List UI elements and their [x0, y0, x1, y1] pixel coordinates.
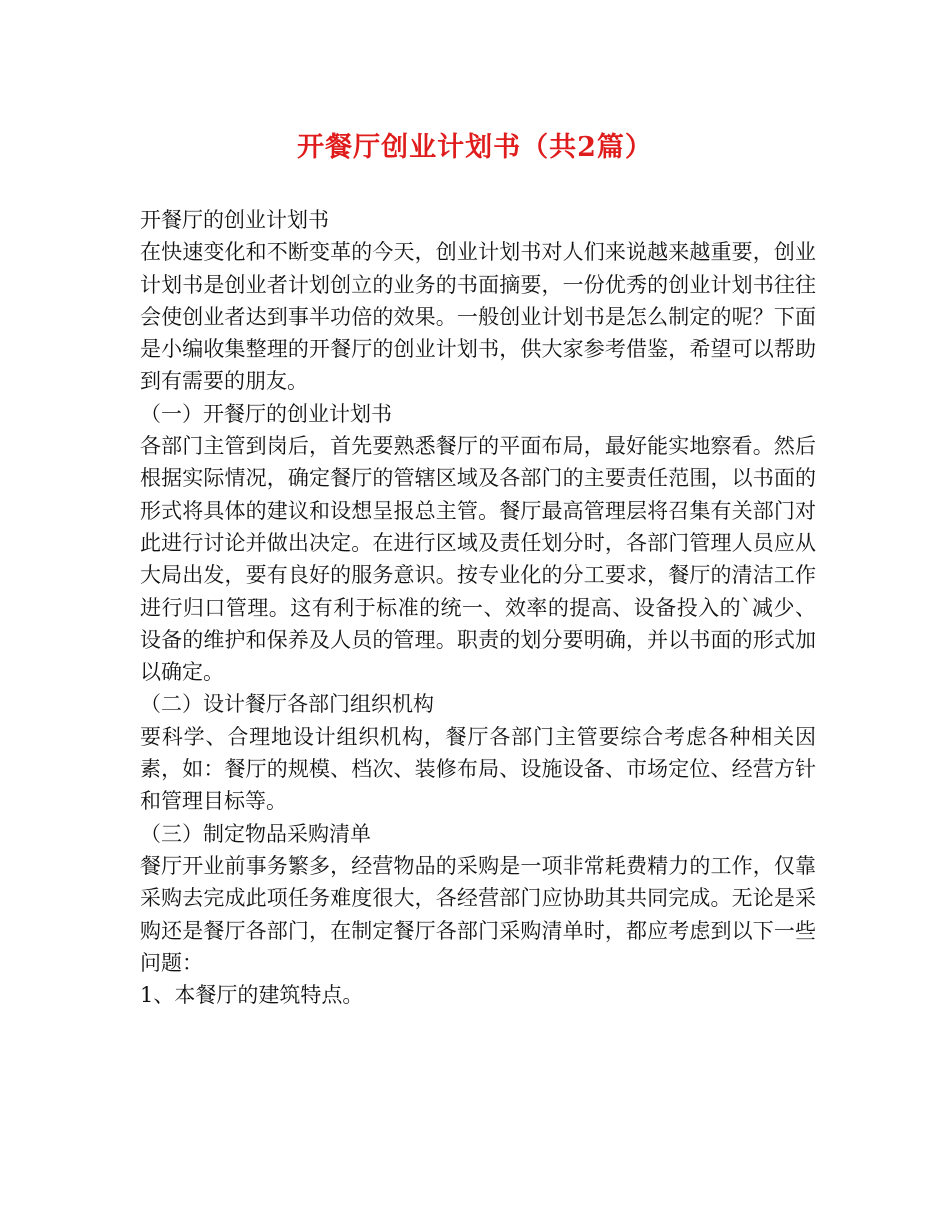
- body-paragraph: 要科学、合理地设计组织机构，餐厅各部门主管要综合考虑各种相关因素，如：餐厅的规模、档次、装修布局、设施设备、市场定位、经营方针和管理目标等。: [140, 724, 816, 814]
- section-heading: （一）开餐厅的创业计划书: [140, 401, 392, 426]
- list-item: 1、本餐厅的建筑特点。: [140, 983, 364, 1008]
- document-body: [140, 204, 816, 1011]
- intro-paragraph: 在快速变化和不断变革的今天，创业计划书对人们来说越来越重要，创业计划书是创业者计划创立的业务的书面摘要，一份优秀的创业计划书往往会使创业者达到事半功倍的效果。一般创业计划书是怎么制定的呢？下面是小编收集整理的开餐厅的创业计划书，供大家参考借鉴，希望可以帮助到有需要的朋友。: [140, 240, 816, 394]
- body-paragraph: 餐厅开业前事务繁多，经营物品的采购是一项非常耗费精力的工作，仅靠采购去完成此项任务难度很大，各经营部门应协助其共同完成。无论是采购还是餐厅各部门，在制定餐厅各部门采购清单时，都应考虑到以下一些问题：: [140, 853, 816, 975]
- section-heading: 开餐厅的创业计划书: [140, 208, 329, 232]
- section-heading: （三）制定物品采购清单: [140, 821, 371, 846]
- section-heading: （二）设计餐厅各部门组织机构: [140, 692, 434, 717]
- body-paragraph: 各部门主管到岗后，首先要熟悉餐厅的平面布局，最好能实地察看。然后根据实际情况，确定餐厅的管辖区域及各部门的主要责任范围，以书面的形式将具体的建议和设想呈报总主管。餐厅最高管理层将召集有关部门对此进行讨论并做出决定。在进行区域及责任划分时，各部门管理人员应从大局出发，要有良好的服务意识。按专业化的分工要求，餐厅的清洁工作进行归口管理。这有利于标准的统一、效率的提高、设备投入的`减少、设备的维护和保养及人员的管理。职责的划分要明确，并以书面的形式加以确定。: [140, 434, 816, 685]
- document-title: 开餐厅创业计划书（共2篇）: [297, 132, 653, 163]
